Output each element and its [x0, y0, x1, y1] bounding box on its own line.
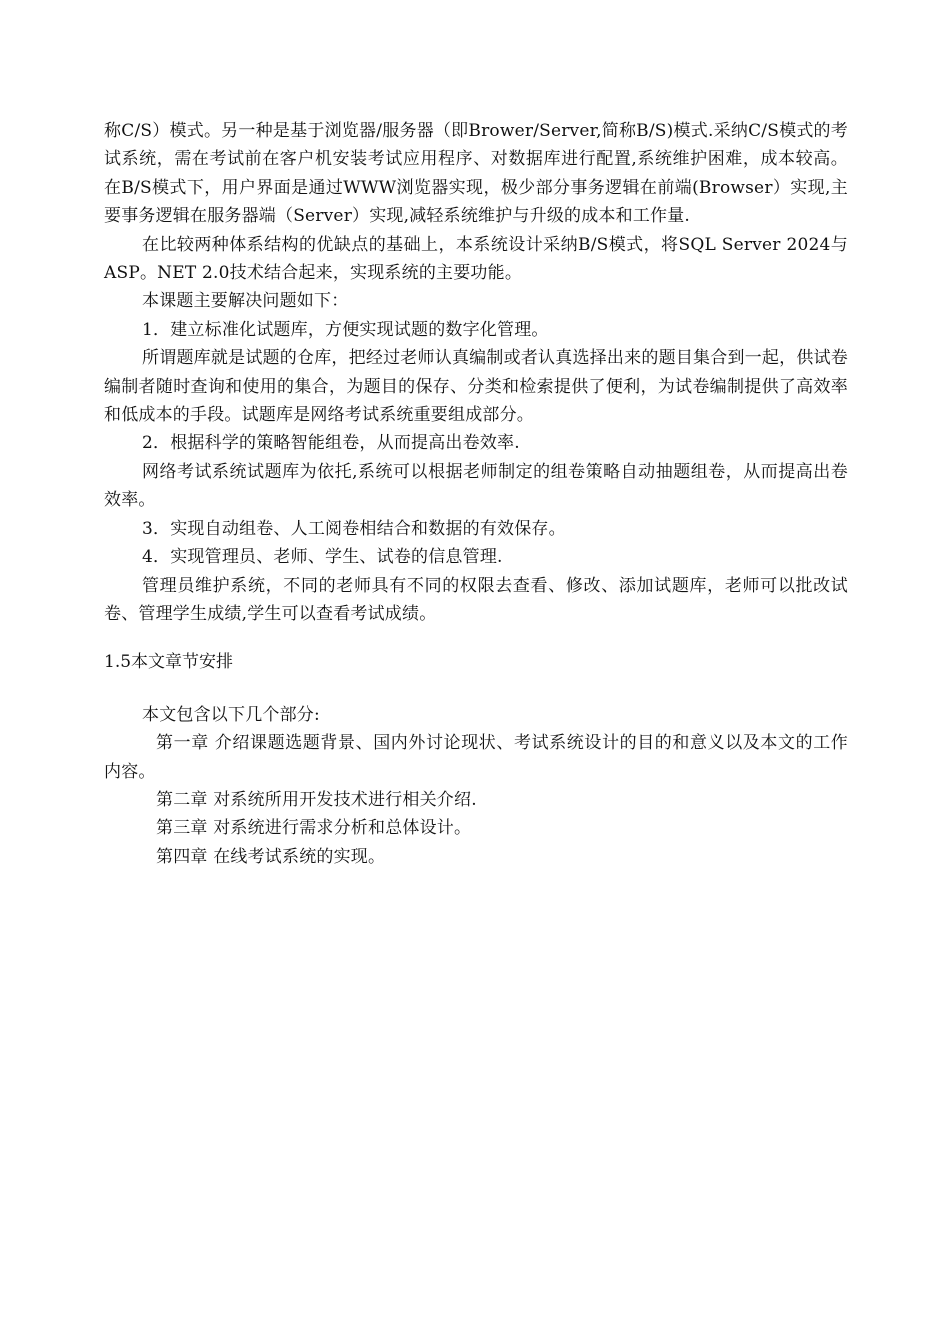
paragraph-auto-compose: 网络考试系统试题库为依托,系统可以根据老师制定的组卷策略自动抽题组卷，从而提高出卷效率。 [104, 461, 848, 511]
paragraph-question-bank: 所谓题库就是试题的仓库，把经过老师认真编制或者认真选择出来的题目集合到一起，供试卷编制者随时查询和使用的集合，为题目的保存、分类和检索提供了便利，为试卷编制提供了高效率和低成本的手段。试题库是网络考试系统重要组成部分。 [104, 348, 848, 426]
paragraph-architecture-choice: 在比较两种体系结构的优缺点的基础上，本系统设计采纳B/S模式，将SQL Server 2024与ASP。NET 2.0技术结合起来，实现系统的主要功能。 [104, 234, 848, 284]
paragraph-problems-intro: 本课题主要解决问题如下： [142, 291, 349, 312]
chapters-intro: 本文包含以下几个部分: [142, 704, 320, 725]
chapter-item-1: 第一章 介绍课题选题背景、国内外讨论现状、考试系统设计的目的和意义以及本文的工作内容。 [104, 733, 848, 782]
list-item-1: 1．建立标准化试题库，方便实现试题的数字化管理。 [142, 319, 549, 340]
list-item-3: 3．实现自动组卷、人工阅卷相结合和数据的有效保存。 [142, 518, 566, 539]
list-item-2: 2．根据科学的策略智能组卷，从而提高出卷效率. [142, 433, 520, 454]
paragraph-cs-bs-intro: 称C/S）模式。另一种是基于浏览器/服务器（即Brower/Server,简称B/S)模式.采纳C/S模式的考试系统，需在考试前在客户机安装考试应用程序、对数据库进行配置,系统维护困难，成本较高。在B/S模式下，用户界面是通过WWW浏览器实现，极少部分事务逻辑在前端(Browser）实现,主要事务逻辑在服务器端（Server）实现,减轻系统维护与升级的成本和工作量. [104, 121, 848, 227]
paragraph-admin-roles: 管理员维护系统，不同的老师具有不同的权限去查看、修改、添加试题库，老师可以批改试卷、管理学生成绩,学生可以查看考试成绩。 [104, 575, 848, 624]
chapter-item-4: 第四章 在线考试系统的实现。 [156, 846, 386, 867]
list-item-4: 4．实现管理员、老师、学生、试卷的信息管理. [142, 547, 503, 568]
document-page [104, 117, 848, 871]
section-heading: 1.5本文章节安排 [104, 652, 234, 673]
chapter-item-3: 第三章 对系统进行需求分析和总体设计。 [156, 818, 472, 839]
chapter-item-2: 第二章 对系统所用开发技术进行相关介绍. [156, 789, 477, 810]
